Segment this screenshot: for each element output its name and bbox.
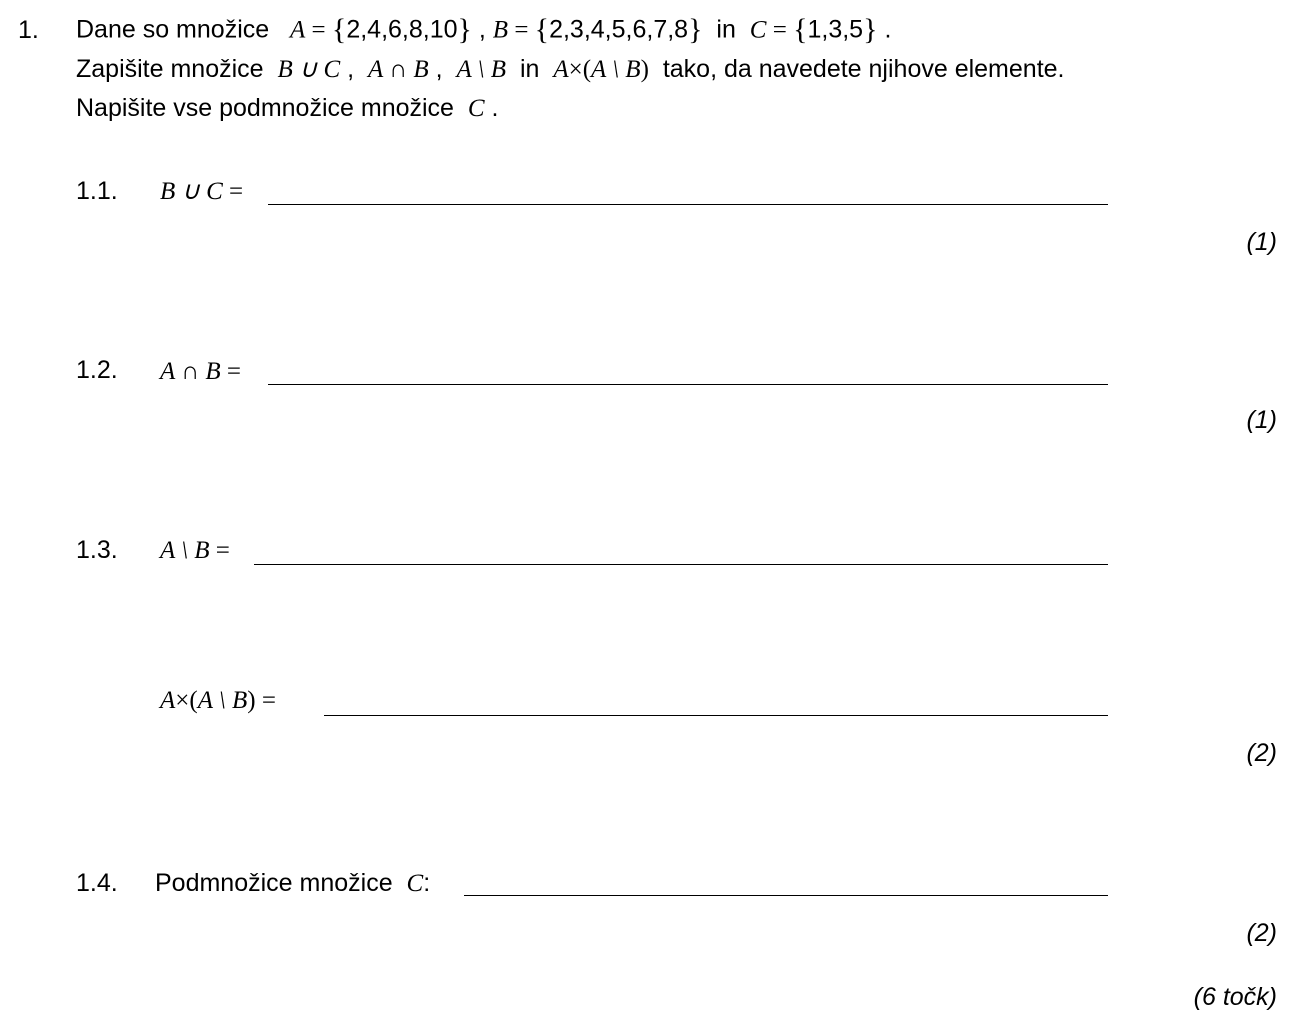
task-line-2: Zapišite množice B ∪ C , A ∩ B , A \ B in A×(A \ B) tako, da navedete njihove elemente. [76, 55, 1065, 83]
expr-a-cross-a-minus-b: A×(A \ B) [553, 56, 649, 83]
points-1-3: (2) [1246, 739, 1277, 767]
subtask-number-1-4: 1.4. [76, 869, 118, 897]
set-c-elements: 1,3,5 [807, 15, 864, 44]
set-c-ref: C [467, 95, 485, 122]
task-line-3: Napišite vse podmnožice množice C . [76, 94, 499, 122]
task-line-2-prefix: Zapišite množice [76, 55, 264, 83]
set-c-name: C [749, 16, 767, 44]
subtask-1-3-expression-b: A×(A \ B) = [160, 687, 276, 714]
total-points: (6 točk) [1193, 983, 1277, 1011]
task-line-2-suffix: tako, da navedete njihove elemente. [662, 55, 1065, 83]
answer-line-1-3-b[interactable] [324, 715, 1108, 716]
task-number: 1. [18, 16, 39, 44]
answer-line-1-1[interactable] [268, 204, 1108, 205]
set-b-elements: 2,3,4,5,6,7,8 [549, 15, 689, 44]
task-line-1: Dane so množice A = {2,4,6,8,10} , B = {2,3,4,5,6,7,8} in C = {1,3,5} . [76, 13, 892, 46]
subtask-number-1-1: 1.1. [76, 177, 118, 205]
points-1-4: (2) [1246, 919, 1277, 947]
expr-a-intersect-b: A ∩ B [368, 56, 429, 83]
points-1-1: (1) [1246, 228, 1277, 256]
subtask-number-1-3: 1.3. [76, 536, 118, 564]
subtask-1-3-expression-a: A \ B = [160, 537, 230, 564]
word-in-2: in [519, 55, 540, 83]
answer-line-1-2[interactable] [268, 384, 1108, 385]
subtask-1-2-expression: A ∩ B = [160, 358, 242, 385]
subtask-1-4-text: Podmnožice množice [155, 869, 393, 897]
set-a-name: A [290, 16, 306, 44]
task-line-1-prefix: Dane so množice [76, 15, 270, 44]
answer-line-1-4[interactable] [464, 895, 1108, 896]
set-b-name: B [492, 16, 509, 44]
subtask-number-1-2: 1.2. [76, 356, 118, 384]
subtask-1-4-label: Podmnožice množice C: [155, 869, 431, 897]
answer-line-1-3-a[interactable] [254, 564, 1108, 565]
expr-b-union-c: B ∪ C [277, 56, 341, 83]
subtask-1-1-expression: B ∪ C = [160, 178, 244, 205]
set-a-elements: 2,4,6,8,10 [346, 15, 458, 44]
expr-a-minus-b: A \ B [456, 56, 507, 83]
task-line-3-prefix: Napišite vse podmnožice množice [76, 94, 454, 122]
points-1-2: (1) [1246, 406, 1277, 434]
word-in: in [716, 15, 736, 44]
